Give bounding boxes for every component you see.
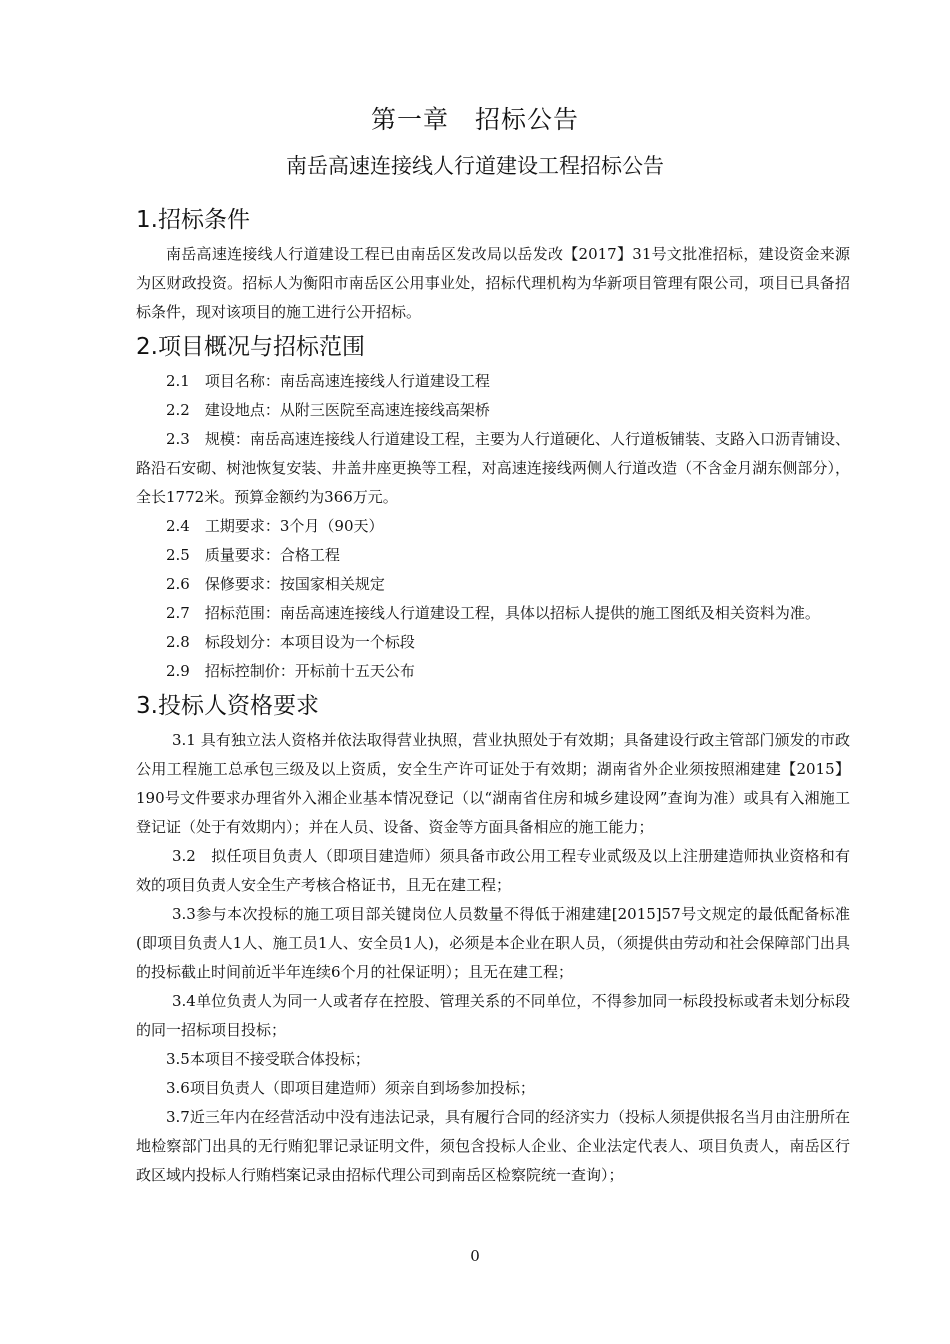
chapter-title: 第一章 招标公告: [370, 105, 579, 134]
item-2-2: 2.2 建设地点：从附三医院至高速连接线高架桥: [166, 401, 490, 419]
item-2-7: 2.7 招标范围：南岳高速连接线人行道建设工程，具体以招标人提供的施工图纸及相关资料为准。: [166, 604, 820, 622]
document-title: 南岳高速连接线人行道建设工程招标公告: [286, 154, 664, 178]
item-3-5: 3.5本项目不接受联合体投标；: [166, 1050, 370, 1068]
section-heading-1: 1.招标条件: [136, 207, 250, 233]
document-body: [136, 200, 850, 1190]
item-3-6: 3.6项目负责人（即项目建造师）须亲自到场参加投标；: [166, 1079, 535, 1097]
item-2-3: 2.3 规模：南岳高速连接线人行道建设工程，主要为人行道硬化、人行道板铺装、支路入口沥青铺设、路沿石安砌、树池恢复安装、井盖井座更换等工程，对高速连接线两侧人行道改造（不含金月湖东侧部分），全长1772米。预算金额约为366万元。: [136, 430, 850, 506]
item-3-1: 3.1 具有独立法人资格并依法取得营业执照，营业执照处于有效期；具备建设行政主管部门颁发的市政公用工程施工总承包三级及以上资质，安全生产许可证处于有效期；湖南省外企业须按照湘建建【2015】190号文件要求办理省外入湘企业基本情况登记（以“湖南省住房和城乡建设网”查询为准）或具有入湘施工登记证（处于有效期内）；并在人员、设备、资金等方面具备相应的施工能力；: [136, 731, 850, 836]
item-3-4: 3.4单位负责人为同一人或者存在控股、管理关系的不同单位，不得参加同一标段投标或者未划分标段的同一招标项目投标；: [136, 992, 850, 1039]
item-2-4: 2.4 工期要求：3个月（90天）: [166, 517, 384, 535]
item-2-9: 2.9 招标控制价：开标前十五天公布: [166, 662, 415, 680]
item-3-7: 3.7近三年内在经营活动中没有违法记录，具有履行合同的经济实力（投标人须提供报名当月由注册所在地检察部门出具的无行贿犯罪记录证明文件，须包含投标人企业、企业法定代表人、项目负责人，南岳区行政区域内投标人行贿档案记录由招标代理公司到南岳区检察院统一查询）；: [136, 1108, 850, 1184]
item-2-6: 2.6 保修要求：按国家相关规定: [166, 575, 385, 593]
page-number: 0: [470, 1247, 480, 1265]
section-1-paragraph: 南岳高速连接线人行道建设工程已由南岳区发改局以岳发改【2017】31号文批准招标，建设资金来源为区财政投资。招标人为衡阳市南岳区公用事业处，招标代理机构为华新项目管理有限公司，项目已具备招标条件，现对该项目的施工进行公开招标。: [136, 245, 850, 321]
section-heading-2: 2.项目概况与招标范围: [136, 334, 365, 360]
item-3-2: 3.2 拟任项目负责人（即项目建造师）须具备市政公用工程专业贰级及以上注册建造师执业资格和有效的项目负责人安全生产考核合格证书，且无在建工程；: [136, 847, 850, 894]
item-2-5: 2.5 质量要求：合格工程: [166, 546, 340, 564]
item-2-8: 2.8 标段划分：本项目设为一个标段: [166, 633, 415, 651]
item-2-1: 2.1 项目名称：南岳高速连接线人行道建设工程: [166, 372, 490, 390]
item-3-3: 3.3参与本次投标的施工项目部关键岗位人员数量不得低于湘建建[2015]57号文规定的最低配备标准(即项目负责人1人、施工员1人、安全员1人)，必须是本企业在职人员，（须提供由劳动和社会保障部门出具的投标截止时间前近半年连续6个月的社保证明）；且无在建工程；: [136, 905, 850, 981]
section-heading-3: 3.投标人资格要求: [136, 693, 319, 719]
